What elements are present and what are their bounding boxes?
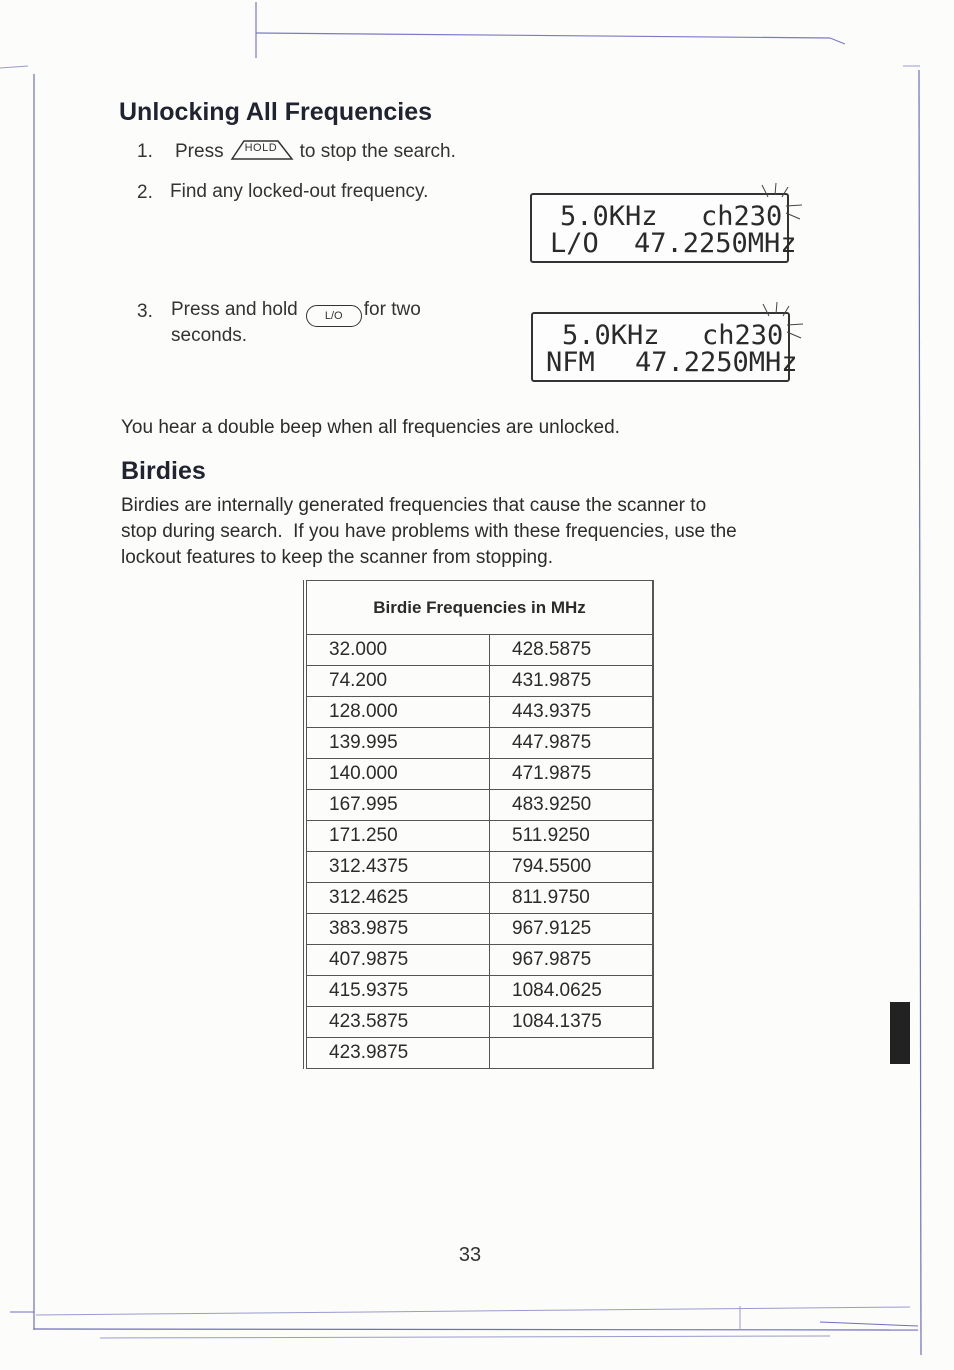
frequency-cell-right: 967.9875: [490, 945, 654, 976]
table-row: [305, 666, 653, 697]
step-1-after: to stop the search.: [299, 141, 456, 162]
table-row: [305, 914, 653, 945]
frequency-cell-left: 312.4375: [305, 852, 490, 883]
frequency-cell-right: 967.9125: [490, 914, 654, 945]
frequency-cell-left: 128.000: [305, 697, 490, 728]
step-2-text: Find any locked-out frequency.: [170, 181, 429, 202]
frequency-cell-right: 431.9875: [490, 666, 654, 697]
table-row: [305, 852, 653, 883]
table-row: [305, 697, 653, 728]
lcd2-mode: NFM: [546, 347, 595, 378]
lcd2-channel: ch230: [702, 320, 784, 351]
table-row: [305, 945, 653, 976]
frequency-cell-right: 1084.0625: [490, 976, 654, 1007]
table-row: [305, 883, 653, 914]
birdies-paragraph: [121, 493, 821, 571]
step-1-number: 1.: [137, 141, 153, 162]
blink-indicator-icon: [728, 183, 808, 243]
section-title-unlocking: Unlocking All Frequencies: [119, 98, 433, 126]
frequency-cell-left: 407.9875: [305, 945, 490, 976]
thumb-tab-marker: [890, 1002, 910, 1064]
step-3-after: for two: [363, 299, 421, 320]
frequency-cell-right: 471.9875: [490, 759, 654, 790]
frequency-cell-left: 383.9875: [305, 914, 490, 945]
frequency-cell-left: 415.9375: [305, 976, 490, 1007]
frequency-cell-left: 423.9875: [305, 1038, 490, 1069]
frequency-cell-right: 811.9750: [490, 883, 654, 914]
section-title-birdies: Birdies: [121, 457, 206, 485]
hold-key-icon: [230, 139, 294, 161]
step-3-before: Press and hold: [171, 299, 298, 320]
frequency-cell-left: 139.995: [305, 728, 490, 759]
lo-key-icon: L/O: [306, 305, 362, 327]
lcd1-step-value: 5.0KHz: [560, 201, 658, 232]
birdies-line-1: Birdies are internally generated frequencies that cause the scanner to: [121, 495, 707, 516]
lcd1-mode: L/O: [550, 228, 599, 259]
frequency-cell-right: 447.9875: [490, 728, 654, 759]
table-row: [305, 790, 653, 821]
frequency-cell-right: 443.9375: [490, 697, 654, 728]
birdies-line-3: lockout features to keep the scanner from stopping.: [121, 547, 553, 568]
frequency-cell-right: 483.9250: [490, 790, 654, 821]
frequency-cell-left: 32.000: [305, 635, 490, 666]
step-1-before: Press: [175, 141, 224, 162]
birdie-frequency-table: [303, 580, 654, 1069]
step-3-text: [171, 299, 421, 327]
frequency-cell-left: 312.4625: [305, 883, 490, 914]
frequency-cell-left: 423.5875: [305, 1007, 490, 1038]
lcd2-step-value: 5.0KHz: [562, 320, 660, 351]
lcd2-frequency: 47.2250MHz: [635, 347, 798, 378]
lcd-display-unlocked: [531, 312, 798, 382]
table-header: Birdie Frequencies in MHz: [305, 581, 653, 635]
table-row: [305, 635, 653, 666]
table-row: [305, 1038, 653, 1069]
frequency-cell-left: 171.250: [305, 821, 490, 852]
table-row: [305, 728, 653, 759]
step-3-line2: seconds.: [171, 325, 248, 346]
step-1-text: [175, 139, 456, 163]
table-row: [305, 821, 653, 852]
lcd1-frequency: 47.2250MHz: [634, 228, 797, 259]
lcd-display-locked: [530, 193, 797, 263]
frequency-cell-right: 794.5500: [490, 852, 654, 883]
birdies-line-2: stop during search. If you have problems with these frequencies, use the: [121, 521, 737, 542]
frequency-cell-right: 1084.1375: [490, 1007, 654, 1038]
step-3-number: 3.: [137, 301, 153, 322]
frequency-cell-left: 74.200: [305, 666, 490, 697]
frequency-cell-left: 140.000: [305, 759, 490, 790]
unlock-note: You hear a double beep when all frequencies are unlocked.: [121, 417, 620, 438]
blink-indicator-icon: [729, 302, 809, 362]
page-number: 33: [458, 1244, 482, 1266]
table-row: [305, 1007, 653, 1038]
table-row: [305, 759, 653, 790]
lcd1-channel: ch230: [701, 201, 783, 232]
frequency-cell-right: [490, 1038, 654, 1069]
frequency-cell-right: 428.5875: [490, 635, 654, 666]
frequency-cell-left: 167.995: [305, 790, 490, 821]
step-2-number: 2.: [137, 182, 153, 203]
frequency-cell-right: 511.9250: [490, 821, 654, 852]
hold-key-label: HOLD: [244, 142, 278, 154]
table-row: [305, 976, 653, 1007]
